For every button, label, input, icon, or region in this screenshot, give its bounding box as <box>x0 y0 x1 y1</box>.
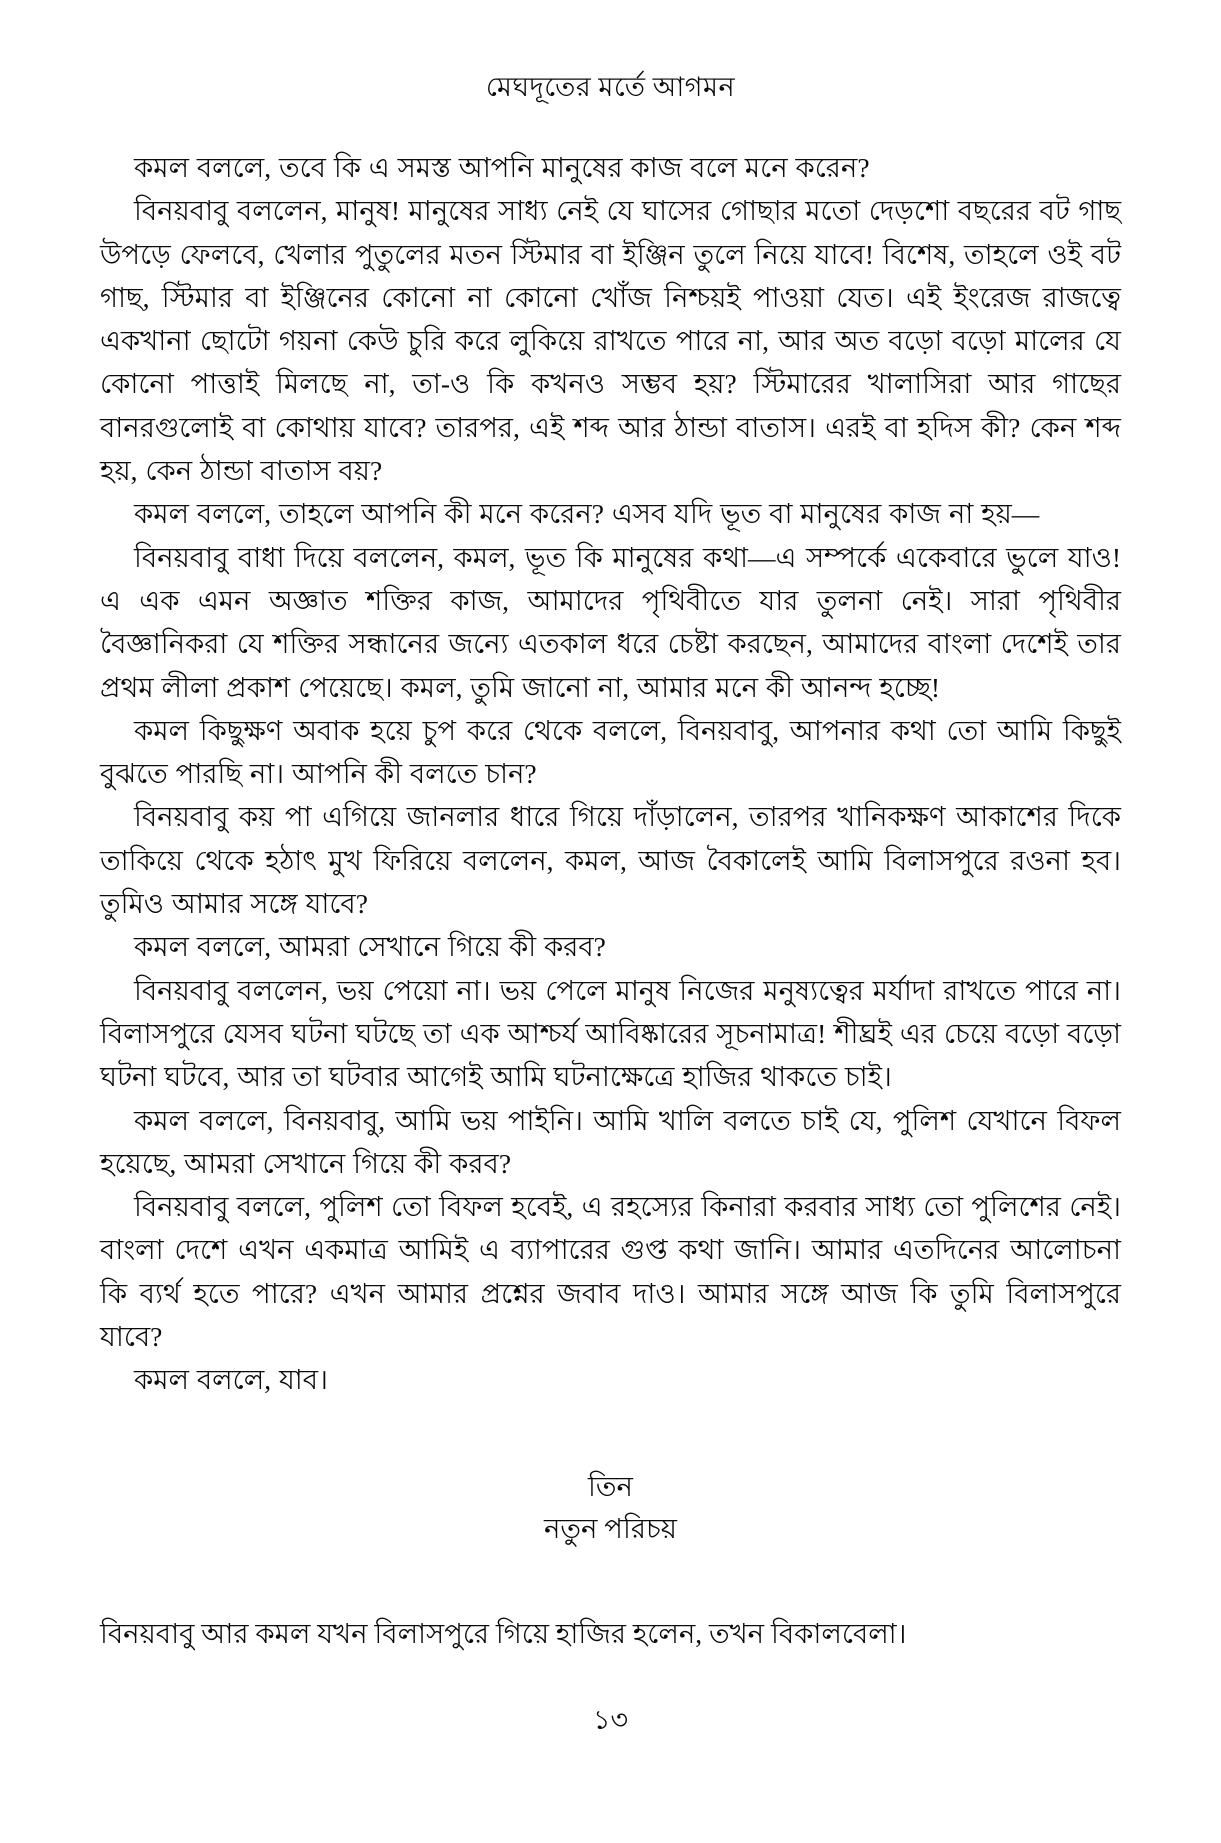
page-number: ১৩ <box>592 1705 629 1735</box>
paragraph: কমল বললে, আমরা সেখানে গিয়ে কী করব? <box>134 931 606 963</box>
paragraph: কমল বললে, তবে কি এ সমস্ত আপনি মানুষের কাজ বলে মনে করেন? <box>134 152 870 183</box>
paragraph: বিনয়বাবু বাধা দিয়ে বললেন, কমল, ভূত কি মানুষের কথা—এ সম্পর্কে একেবারে ভুলে যাও! এ এক এমন অজ্ঞাত শক্তির কাজ, আমাদের পৃথিবীতে যার তুলনা নেই। সারা পৃথিবীর বৈজ্ঞানিকরা যে শক্তির সন্ধানের জন্যে এতকাল ধরে চেষ্টা করছেন, আমাদের বাংলা দেশেই তার প্রথম লীলা প্রকাশ পেয়েছে। কমল, তুমি জানো না, আমার মনে কী আনন্দ হচ্ছে! <box>100 541 1121 703</box>
closing-paragraph: বিনয়বাবু আর কমল যখন বিলাসপুরে গিয়ে হাজির হলেন, তখন বিকালবেলা। <box>100 1617 907 1649</box>
paragraph: বিনয়বাবু বললেন, মানুষ! মানুষের সাধ্য নেই যে ঘাসের গোছার মতো দেড়শো বছরের বট গাছ উপড়ে ফেলবে, খেলার পুতুলের মতন স্টিমার বা ইঞ্জিন তুলে নিয়ে যাবে! বিশেষ, তাহলে ওই বট গাছ, স্টিমার বা ইঞ্জিনের কোনো না কোনো খোঁজ নিশ্চয়ই পাওয়া যেত। এই ইংরেজ রাজত্বে একখানা ছোটো গয়না কেউ চুরি করে লুকিয়ে রাখতে পারে না, আর অত বড়ো বড়ো মালের যে কোনো পাত্তাই মিলছে না, তা-ও কি কখনও সম্ভব হয়? স্টিমারের খালাসিরা আর গাছের বানরগুলোই বা কোথায় যাবে? তারপর, এই শব্দ আর ঠান্ডা বাতাস। এরই বা হদিস কী? কেন শব্দ হয়, কেন ঠান্ডা বাতাস বয়? <box>100 195 1121 487</box>
body-text-block <box>100 146 1121 1402</box>
section-title: নতুন পরিচয় <box>543 1512 678 1544</box>
closing-text-block <box>100 1612 1121 1655</box>
chapter-running-title: মেঘদূতের মর্তে আগমন <box>485 72 736 102</box>
paragraph: কমল বললে, তাহলে আপনি কী মনে করেন? এসব যদি ভূত বা মানুষের কাজ না হয়— <box>134 498 1040 530</box>
paragraph: বিনয়বাবু বললেন, ভয় পেয়ো না। ভয় পেলে মানুষ নিজের মনুষ্যত্বের মর্যাদা রাখতে পারে না। বিলাসপুরে যেসব ঘটনা ঘটছে তা এক আশ্চর্য আবিষ্কারের সূচনামাত্র! শীঘ্রই এর চেয়ে বড়ো বড়ো ঘটনা ঘটবে, আর তা ঘটবার আগেই আমি ঘটনাক্ষেত্রে হাজির থাকতে চাই। <box>100 974 1121 1093</box>
section-number: তিন <box>588 1470 633 1502</box>
paragraph: বিনয়বাবু বললে, পুলিশ তো বিফল হবেই, এ রহস্যের কিনারা করবার সাধ্য তো পুলিশের নেই। বাংলা দেশে এখন একমাত্র আমিই এ ব্যাপারের গুপ্ত কথা জানি। আমার এতদিনের আলোচনা কি ব্যর্থ হতে পারে? এখন আমার প্রশ্নের জবাব দাও। আমার সঙ্গে আজ কি তুমি বিলাসপুরে যাবে? <box>100 1191 1121 1353</box>
section-break <box>0 1466 1221 1550</box>
paragraph: কমল কিছুক্ষণ অবাক হয়ে চুপ করে থেকে বললে, বিনয়বাবু, আপনার কথা তো আমি কিছুই বুঝতে পারছি না। আপনি কী বলতে চান? <box>100 714 1121 790</box>
paragraph: বিনয়বাবু কয় পা এগিয়ে জানলার ধারে গিয়ে দাঁড়ালেন, তারপর খানিকক্ষণ আকাশের দিকে তাকিয়ে থেকে হঠাৎ মুখ ফিরিয়ে বললেন, কমল, আজ বৈকালেই আমি বিলাসপুরে রওনা হব। তুমিও আমার সঙ্গে যাবে? <box>100 801 1121 920</box>
paragraph: কমল বললে, বিনয়বাবু, আমি ভয় পাইনি। আমি খালি বলতে চাই যে, পুলিশ যেখানে বিফল হয়েছে, আমরা সেখানে গিয়ে কী করব? <box>100 1104 1121 1179</box>
paragraph: কমল বললে, যাব। <box>134 1364 328 1396</box>
